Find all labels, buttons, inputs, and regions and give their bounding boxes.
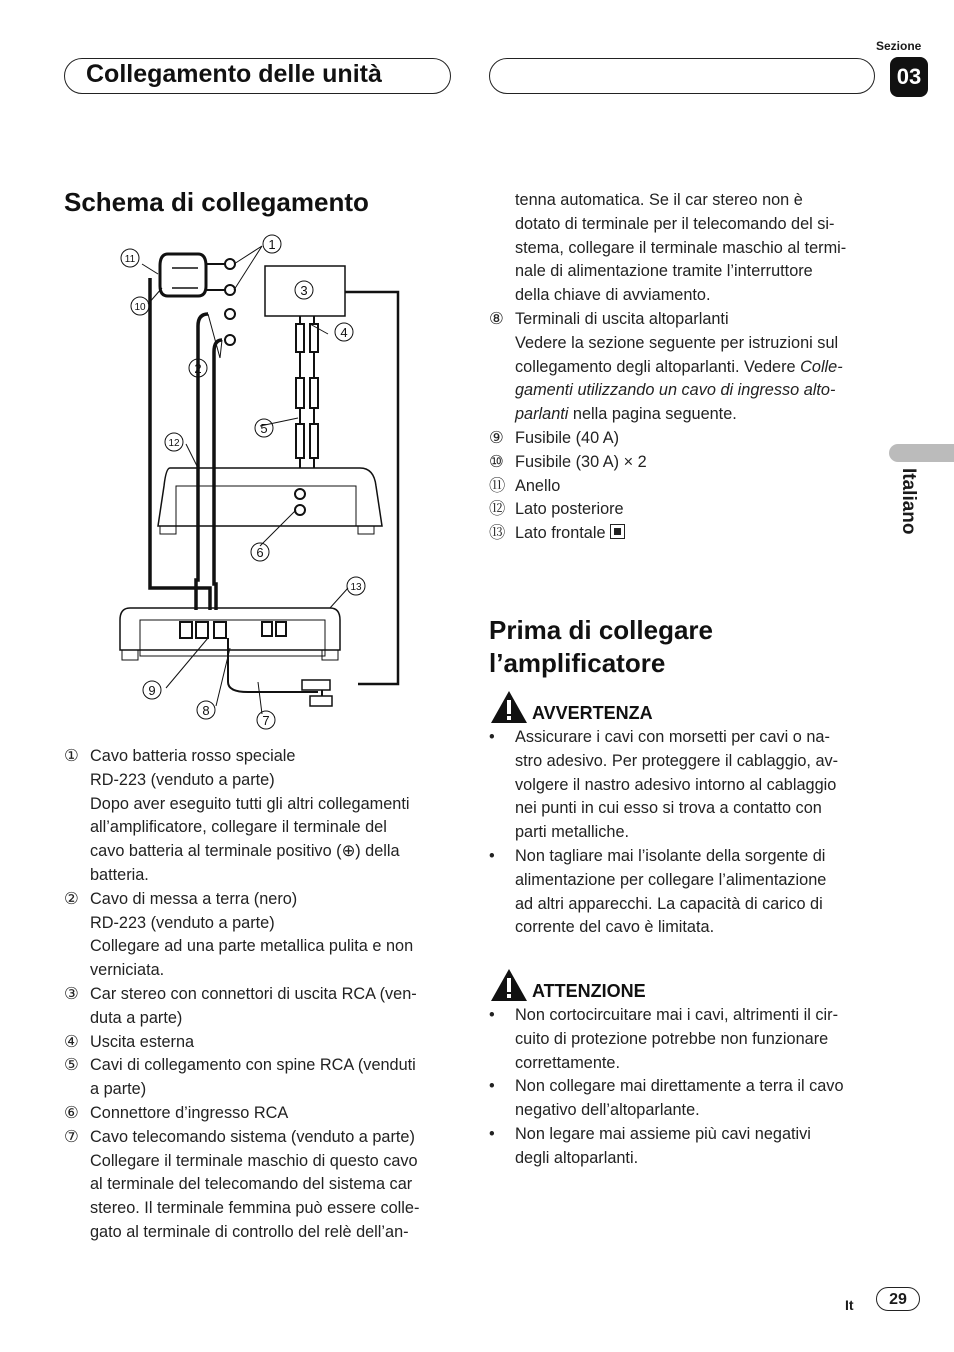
- bullet-line: correttamente.: [515, 1053, 620, 1072]
- bullet-item: [489, 1123, 889, 1171]
- bullet-line: parti metalliche.: [515, 823, 630, 842]
- bullet-line: stro adesivo. Per proteggere il cablaggio, av-: [515, 751, 839, 770]
- legend-line: Anello: [515, 476, 561, 495]
- legend-right: [489, 189, 889, 546]
- legend-item: [64, 1031, 454, 1055]
- legend-line: nella pagina seguente.: [568, 405, 737, 424]
- header-blank-frame: [489, 58, 875, 94]
- language-label: Italiano: [898, 468, 919, 535]
- legend-number: ②: [64, 889, 79, 908]
- legend-number: ⑪: [489, 476, 506, 495]
- callout-12: 12: [168, 438, 180, 449]
- legend-number: ⑩: [489, 452, 504, 471]
- bullet-line: Non cortocircuitare mai i cavi, altrimenti il cir-: [515, 1006, 838, 1024]
- legend-line: Collegare ad una parte metallica pulita e non: [90, 937, 414, 956]
- legend-line: Connettore d’ingresso RCA: [90, 1103, 289, 1122]
- legend-line: a parte): [90, 1080, 147, 1099]
- legend-line: Vedere la sezione seguente per istruzioni sul: [515, 333, 839, 352]
- warning-title: AVVERTENZA: [532, 703, 653, 723]
- legend-italic: Colle-: [800, 357, 843, 376]
- legend-item: [64, 888, 454, 983]
- bullet-line: volgere il nastro adesivo intorno al cablaggio: [515, 775, 837, 794]
- end-mark-icon: [610, 524, 625, 539]
- legend-line: Cavo batteria rosso speciale: [90, 747, 296, 765]
- legend-line: RD-223 (venduto a parte): [90, 913, 275, 932]
- language-tab: [889, 444, 954, 462]
- callout-10: 10: [134, 302, 146, 313]
- legend-number: ⑤: [64, 1056, 79, 1075]
- callout-9: 9: [148, 683, 156, 698]
- legend-line: Lato posteriore: [515, 500, 624, 519]
- legend-number: ⑥: [64, 1103, 79, 1122]
- legend-line: Fusibile (30 A) × 2: [515, 452, 647, 471]
- bullet-line: negativo dell’altoparlante.: [515, 1101, 700, 1120]
- section-number: 03: [890, 57, 928, 97]
- legend-number: ⑬: [489, 524, 506, 543]
- bullet-dot: •: [489, 1077, 495, 1096]
- legend-line: dotato di terminale per il telecomando del si-: [515, 214, 835, 233]
- legend-line: stema, collegare il terminale maschio al termi-: [515, 238, 847, 257]
- legend-line: Car stereo con connettori di uscita RCA (ven-: [90, 984, 417, 1003]
- legend-item: [489, 451, 889, 475]
- legend-line: all’amplificatore, collegare il terminale del: [90, 818, 387, 837]
- callout-2: 2: [194, 361, 202, 376]
- page-header-title: Collegamento delle unità: [86, 60, 382, 88]
- page-number: 29: [876, 1287, 920, 1311]
- callout-7: 7: [262, 713, 270, 728]
- legend-number: ⑦: [64, 1127, 79, 1146]
- warning-icon: [490, 690, 528, 724]
- legend-line: Dopo aver eseguito tutti gli altri collegamenti: [90, 794, 410, 813]
- legend-item: [489, 522, 889, 546]
- legend-line: collegamento degli altoparlanti. Vedere: [515, 357, 801, 376]
- bullet-line: nei punti in cui esso si trova a contatto con: [515, 799, 822, 818]
- bullet-line: Non legare mai assieme più cavi negativi: [515, 1124, 811, 1143]
- legend-line: nale di alimentazione tramite l’interruttore: [515, 262, 813, 281]
- legend-line: Cavo telecomando sistema (venduto a parte): [90, 1127, 415, 1146]
- legend-item: [64, 745, 454, 888]
- bullet-dot: •: [489, 846, 495, 865]
- legend-line: al terminale del telecomando del sistema car: [90, 1175, 413, 1194]
- legend-line: stereo. Il terminale femmina può essere colle-: [90, 1199, 420, 1218]
- caution-list: [489, 1004, 889, 1171]
- callout-13: 13: [350, 582, 362, 593]
- section-label: Sezione: [876, 39, 922, 53]
- section2-heading: [489, 614, 713, 680]
- legend-number: ⑨: [489, 428, 504, 447]
- legend-line: batteria.: [90, 865, 149, 884]
- legend-item: [64, 1054, 454, 1102]
- bullet-dot: •: [489, 1006, 495, 1024]
- bullet-line: Assicurare i cavi con morsetti per cavi o na-: [515, 728, 830, 746]
- bullet-line: cuito di protezione potrebbe non funzionare: [515, 1029, 829, 1048]
- caution-icon: [490, 968, 528, 1002]
- legend-left: [64, 745, 454, 1245]
- legend-line: cavo batteria al terminale positivo (⊕) della: [90, 842, 400, 861]
- bullet-item: [489, 1004, 889, 1075]
- legend-line: Collegare il terminale maschio di questo cavo: [90, 1151, 418, 1170]
- callout-6: 6: [256, 545, 264, 560]
- legend-number: ⑧: [489, 309, 504, 328]
- bullet-line: corrente del cavo è limitata.: [515, 918, 715, 937]
- legend-item: [489, 308, 889, 427]
- legend-item: [489, 427, 889, 451]
- wiring-diagram: [110, 228, 410, 738]
- diagram-heading: Schema di collegamento: [64, 187, 369, 217]
- caution-title: ATTENZIONE: [532, 981, 646, 1001]
- bullet-dot: •: [489, 728, 495, 746]
- bullet-item: [489, 726, 889, 845]
- legend-number: ④: [64, 1032, 79, 1051]
- callout-1: 1: [268, 237, 276, 252]
- legend-item: [489, 498, 889, 522]
- bullet-line: Non tagliare mai l’isolante della sorgente di: [515, 846, 826, 865]
- callout-8: 8: [202, 703, 210, 718]
- legend-line: duta a parte): [90, 1008, 183, 1027]
- legend-item: [489, 475, 889, 499]
- callout-3: 3: [300, 283, 308, 298]
- bullet-line: Non collegare mai direttamente a terra il cavo: [515, 1077, 844, 1096]
- bullet-dot: •: [489, 1124, 495, 1143]
- legend-line: Cavi di collegamento con spine RCA (venduti: [90, 1056, 416, 1075]
- legend-line: verniciata.: [90, 961, 165, 980]
- bullet-line: degli altoparlanti.: [515, 1148, 639, 1167]
- warning-list: [489, 726, 889, 940]
- legend-item: [64, 1126, 454, 1245]
- callout-4: 4: [340, 325, 348, 340]
- legend-line: gato al terminale di controllo del relè dell’an-: [90, 1222, 409, 1241]
- legend-italic: gamenti utilizzando un cavo di ingresso alto-: [515, 381, 836, 400]
- legend-line: Fusibile (40 A): [515, 428, 620, 447]
- legend-line: tenna automatica. Se il car stereo non è: [515, 191, 803, 209]
- legend-line: RD-223 (venduto a parte): [90, 770, 275, 789]
- footer-language: It: [845, 1297, 854, 1313]
- legend-line: Uscita esterna: [90, 1032, 195, 1051]
- bullet-item: [489, 845, 889, 940]
- legend-number: ①: [64, 747, 79, 765]
- legend-number: ③: [64, 984, 79, 1003]
- callout-5: 5: [260, 421, 268, 436]
- legend-line: Terminali di uscita altoparlanti: [515, 309, 729, 328]
- section2-heading-line2: l’amplificatore: [489, 648, 666, 678]
- bullet-line: ad altri apparecchi. La capacità di carico di: [515, 894, 823, 913]
- legend-item: [64, 983, 454, 1031]
- bullet-item: [489, 1075, 889, 1123]
- legend-italic: parlanti: [515, 405, 569, 424]
- callout-11: 11: [124, 254, 136, 265]
- legend-line: Lato frontale: [515, 524, 606, 543]
- bullet-line: alimentazione per collegare l’alimentazione: [515, 870, 827, 889]
- legend-item: [64, 1102, 454, 1126]
- section2-heading-line1: Prima di collegare: [489, 615, 713, 645]
- legend-line: Cavo di messa a terra (nero): [90, 889, 298, 908]
- legend-number: ⑫: [489, 500, 506, 519]
- legend-line: della chiave di avviamento.: [515, 286, 711, 305]
